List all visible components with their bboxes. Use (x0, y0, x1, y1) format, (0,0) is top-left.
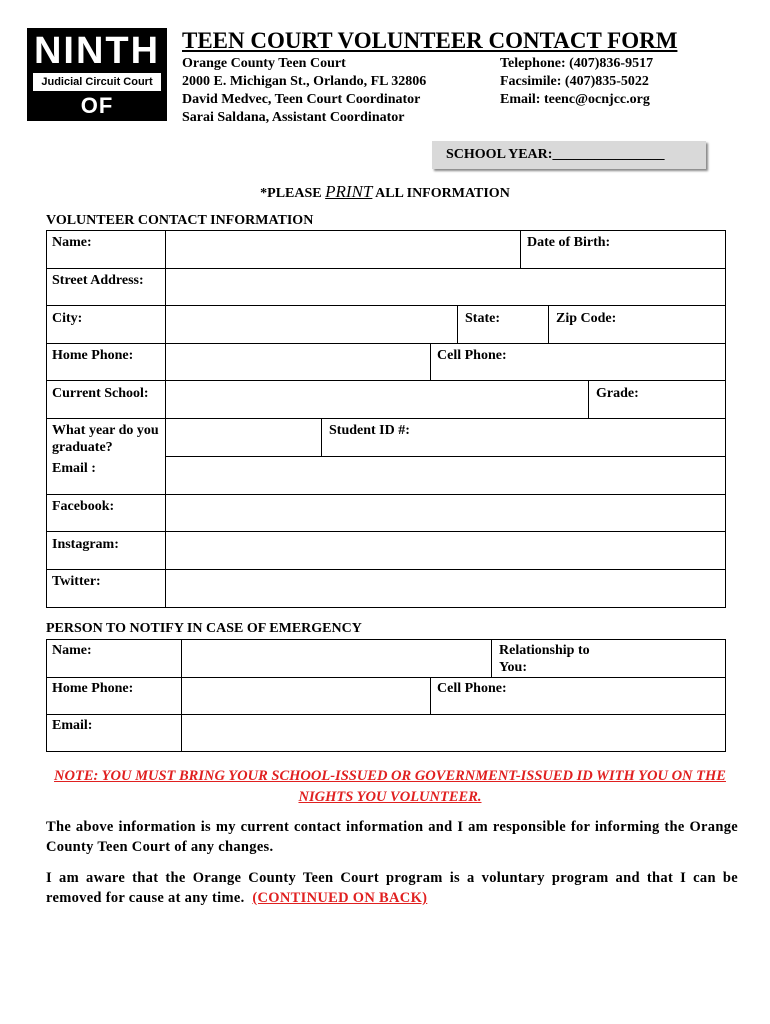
facebook-label: Facebook: (52, 499, 115, 514)
emergency-email-label: Email: (52, 718, 93, 733)
org-name: Orange County Teen Court (182, 56, 346, 71)
coordinator: David Medvec, Teen Court Coordinator (182, 92, 421, 107)
street-address-input[interactable] (167, 269, 725, 304)
emergency-name-input[interactable] (183, 640, 490, 676)
student-id-label: Student ID #: (329, 423, 410, 438)
email-input[interactable] (167, 457, 725, 493)
twitter-input[interactable] (167, 570, 725, 607)
name-label: Name: (52, 235, 92, 250)
home-phone-label: Home Phone: (52, 348, 134, 363)
contact-responsibility-paragraph: The above information is my current contact information and I am responsible for informing the Orange County Teen Court of any changes. (46, 819, 738, 855)
voluntary-program-paragraph: I am aware that the Orange County Teen Court program is a voluntary program and that I can be removed for cause at any time. (CONTINUED ON BACK) (46, 870, 738, 906)
dob-label: Date of Birth: (527, 235, 611, 250)
school-year-field[interactable]: SCHOOL YEAR:________________ (432, 141, 706, 169)
city-label: City: (52, 311, 83, 326)
facebook-input[interactable] (167, 495, 725, 530)
emergency-name-label: Name: (52, 643, 92, 658)
current-school-label: Current School: (52, 386, 149, 401)
grad-year-input[interactable] (167, 419, 320, 455)
court-logo (27, 28, 167, 144)
twitter-label: Twitter: (52, 574, 101, 589)
home-phone-input[interactable] (167, 344, 429, 379)
zip-label: Zip Code: (556, 311, 617, 326)
form-title: TEEN COURT VOLUNTEER CONTACT FORM (182, 28, 678, 53)
org-address: 2000 E. Michigan St., Orlando, FL 32806 (182, 74, 427, 89)
street-address-label: Street Address: (52, 273, 144, 288)
email-label: Email : (52, 461, 96, 476)
emergency-email-input[interactable] (183, 715, 725, 751)
emergency-home-phone-label: Home Phone: (52, 681, 134, 696)
instagram-label: Instagram: (52, 537, 119, 552)
id-note: NOTE: YOU MUST BRING YOUR SCHOOL-ISSUED OR GOVERNMENT-ISSUED ID WITH YOU ON THE NIGHTS YOU VOLUNTEER. (54, 768, 726, 805)
logo-line-3: OF FLORIDA (44, 93, 150, 144)
facsimile: Facsimile: (407)835-5022 (500, 74, 649, 89)
state-label: State: (465, 311, 500, 326)
grad-year-label: What year do you graduate? (52, 423, 159, 455)
contact-email: Email: teenc@ocnjcc.org (500, 92, 650, 107)
header-left (182, 55, 426, 127)
assistant-coordinator: Sarai Saldana, Assistant Coordinator (182, 110, 405, 125)
cell-phone-label: Cell Phone: (437, 348, 507, 363)
city-input[interactable] (167, 306, 456, 342)
telephone: Telephone: (407)836-9517 (500, 56, 654, 71)
relationship-label: Relationship to You: (499, 643, 590, 675)
continued-on-back: (CONTINUED ON BACK) (252, 890, 428, 906)
logo-line-1: NINTH (33, 30, 161, 72)
emergency-home-phone-input[interactable] (183, 678, 429, 713)
name-input[interactable] (167, 231, 519, 267)
logo-line-2: Judicial Circuit Court (33, 73, 161, 91)
current-school-input[interactable] (167, 381, 587, 417)
dob-input[interactable] (521, 255, 725, 267)
instagram-input[interactable] (167, 532, 725, 568)
grade-label: Grade: (596, 386, 639, 401)
print-notice: *PLEASE PRINT ALL INFORMATION (260, 182, 510, 201)
volunteer-section-heading: VOLUNTEER CONTACT INFORMATION (46, 213, 314, 228)
emergency-section-heading: PERSON TO NOTIFY IN CASE OF EMERGENCY (46, 621, 362, 636)
print-emphasis: PRINT (325, 182, 373, 201)
emergency-cell-phone-label: Cell Phone: (437, 681, 507, 696)
header-right (500, 55, 653, 109)
